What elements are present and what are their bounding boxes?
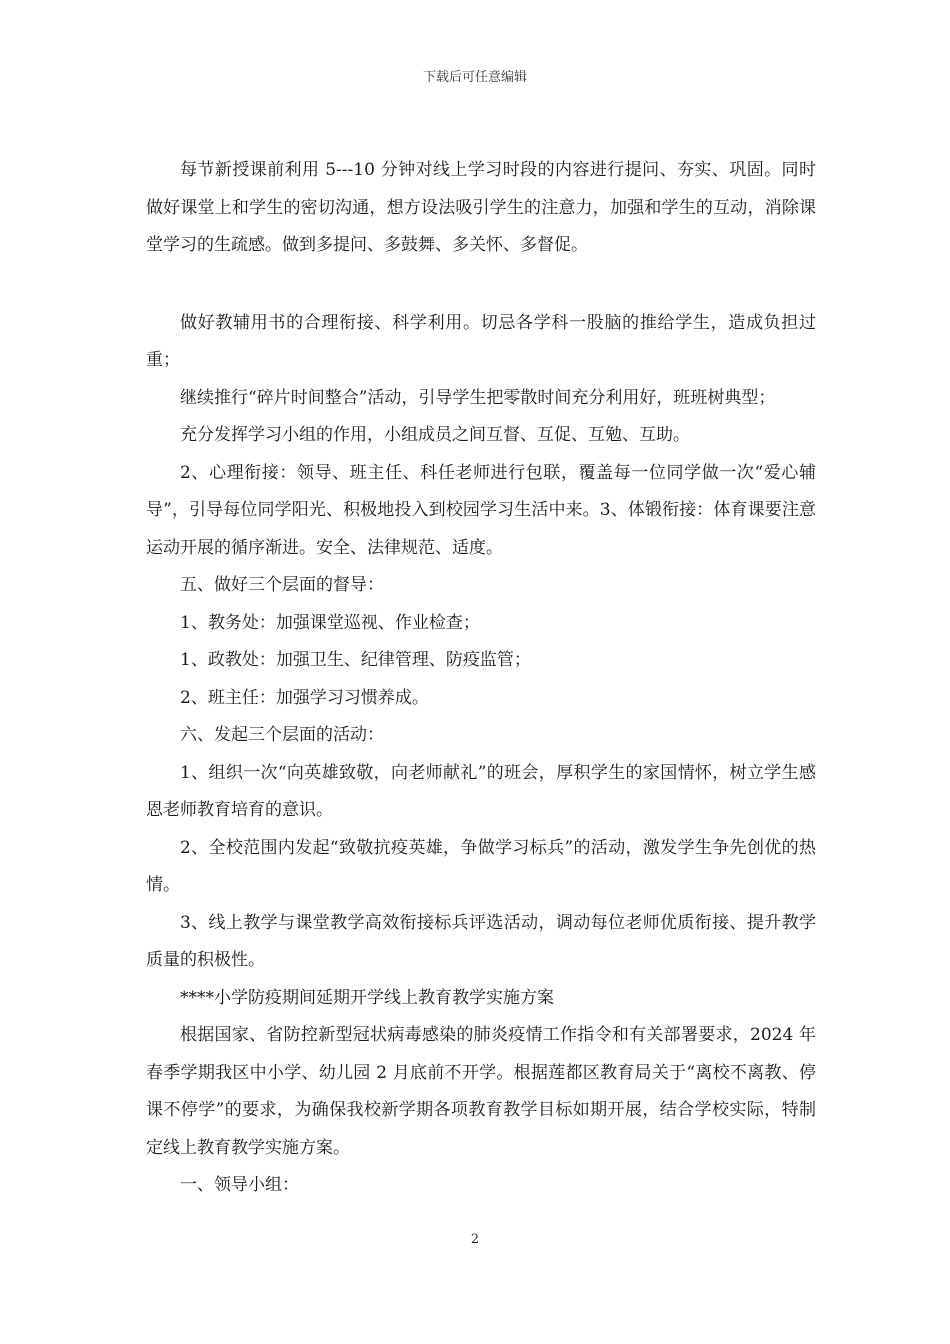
list-item: 2、班主任：加强学习习惯养成。 <box>180 687 429 708</box>
paragraph: 根据国家、省防控新型冠状病毒感染的肺炎疫情工作指令和有关部署要求，2024 年春季学期我区中小学、幼儿园 2 月底前不开学。根据莲都区教育局关于“离校不离教、停课不停学”的要求，为确保我校新学期各项教育教学目标如期开展，结合学校实际，特制定线上教育教学实施方案。 <box>146 1025 816 1158</box>
list-item: 1、政教处：加强卫生、纪律管理、防疫监管； <box>180 650 531 670</box>
list-item: 3、线上教学与课堂教学高效衔接标兵评选活动，调动每位老师优质衔接、提升教学质量的积极性。 <box>146 912 816 970</box>
paragraph: 2、心理衔接：领导、班主任、科任老师进行包联，覆盖每一位同学做一次“爱心辅导”，引导每位同学阳光、积极地投入到校园学习生活中来。3、体锻衔接：体育课要注意运动开展的循序渐进。安全、法律规范、适度。 <box>146 462 816 558</box>
paragraph-gap <box>146 265 816 305</box>
section-heading: 六、发起三个层面的活动： <box>180 725 384 745</box>
list-item: 1、教务处：加强课堂巡视、作业检查； <box>180 612 480 633</box>
document-body <box>146 152 816 1205</box>
paragraph: 充分发挥学习小组的作用，小组成员之间互督、互促、互勉、互助。 <box>180 425 690 445</box>
section-heading: 一、领导小组： <box>180 1175 299 1195</box>
list-item: 2、全校范围内发起“致敬抗疫英雄，争做学习标兵”的活动，激发学生争先创优的热情。 <box>146 837 816 895</box>
section-heading: 五、做好三个层面的督导： <box>180 575 384 595</box>
page-header: 下载后可任意编辑 <box>422 70 527 85</box>
paragraph: 每节新授课前利用 5---10 分钟对线上学习时段的内容进行提问、夯实、巩固。同时做好课堂上和学生的密切沟通，想方设法吸引学生的注意力，加强和学生的互动，消除课堂学习的生疏感。做到多提问、多鼓舞、多关怀、多督促。 <box>146 160 816 255</box>
paragraph: 继续推行“碎片时间整合”活动，引导学生把零散时间充分利用好，班班树典型； <box>180 387 776 408</box>
page-number: 2 <box>470 1232 480 1247</box>
paragraph: 做好教辅用书的合理衔接、科学利用。切忌各学科一股脑的推给学生，造成负担过重； <box>146 312 816 370</box>
document-title: ****小学防疫期间延期开学线上教育教学实施方案 <box>180 987 554 1008</box>
list-item: 1、组织一次“向英雄致敬，向老师献礼”的班会，厚积学生的家国情怀，树立学生感恩老师教育培育的意识。 <box>146 762 816 820</box>
